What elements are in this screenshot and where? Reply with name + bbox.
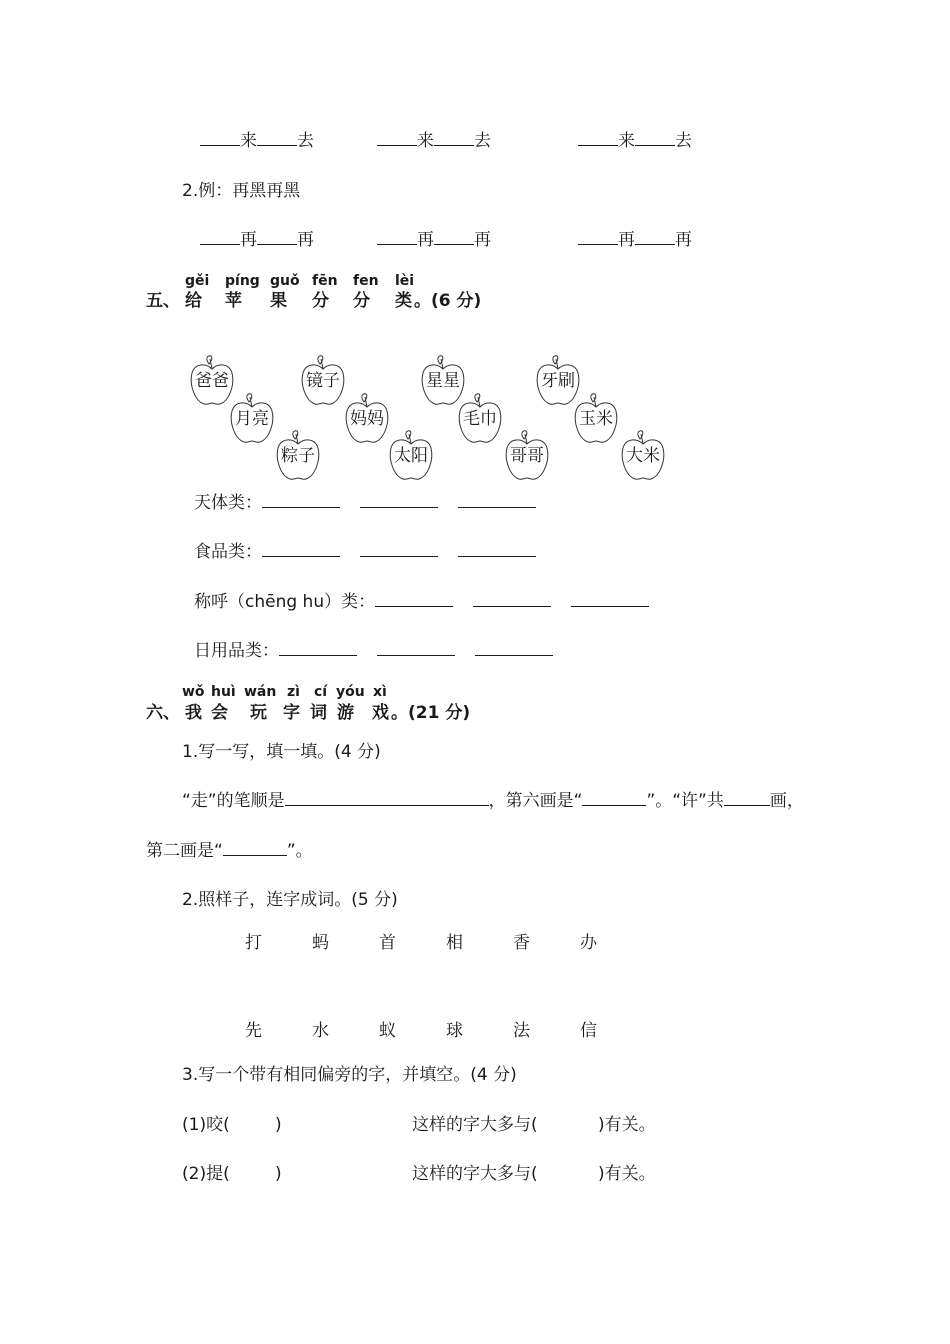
char-item[interactable]: 办 — [580, 933, 597, 953]
fill-item: 来 去 — [200, 130, 314, 152]
char-item[interactable]: 相 — [446, 933, 463, 953]
blank[interactable] — [200, 130, 240, 146]
blank[interactable] — [578, 229, 618, 245]
blank[interactable] — [434, 130, 474, 146]
blank[interactable] — [200, 229, 240, 245]
question-1-line: “走”的笔顺是 ，第六画是“ ”。“许”共 画， — [182, 791, 804, 811]
blank[interactable] — [635, 130, 675, 146]
category-row-address: 称呼（chēng hu）类： — [194, 591, 649, 613]
apple-card[interactable]: 粽子 — [275, 430, 321, 482]
char-item[interactable]: 香 — [513, 933, 530, 953]
sixth-stroke-blank[interactable] — [582, 790, 646, 806]
char-item[interactable]: 首 — [379, 933, 396, 953]
apple-card[interactable]: 牙刷 — [535, 355, 581, 407]
apple-card[interactable]: 哥哥 — [504, 430, 550, 482]
blank[interactable] — [257, 229, 297, 245]
answer-blank[interactable] — [279, 640, 357, 656]
char-item[interactable]: 球 — [446, 1021, 463, 1041]
example-label: 2.例：再黑再黑 — [182, 181, 301, 201]
section-number: 六、 — [146, 703, 180, 723]
answer-blank[interactable] — [360, 492, 438, 508]
blank[interactable] — [434, 229, 474, 245]
blank[interactable] — [635, 229, 675, 245]
stroke-count-blank[interactable] — [724, 790, 770, 806]
answer-blank[interactable] — [458, 492, 536, 508]
apple-card[interactable]: 月亮 — [229, 393, 275, 445]
apple-card[interactable]: 太阳 — [388, 430, 434, 482]
apple-card[interactable]: 妈妈 — [344, 393, 390, 445]
answer-blank[interactable] — [473, 591, 551, 607]
apple-card[interactable]: 玉米 — [573, 393, 619, 445]
char-item[interactable]: 蚂 — [312, 933, 329, 953]
fill-item: 来 去 — [578, 130, 692, 152]
answer-blank[interactable] — [262, 541, 340, 557]
answer-blank[interactable] — [262, 492, 340, 508]
char-item[interactable]: 法 — [513, 1021, 530, 1041]
blank[interactable] — [377, 130, 417, 146]
apple-card[interactable]: 大米 — [620, 430, 666, 482]
answer-blank[interactable] — [571, 591, 649, 607]
category-row-food: 食品类： — [194, 541, 536, 563]
category-row-daily: 日用品类： — [194, 640, 553, 662]
second-stroke-blank[interactable] — [223, 840, 287, 856]
apple-card[interactable]: 镜子 — [300, 355, 346, 407]
section-number: 五、 — [146, 291, 180, 311]
category-row-celestial: 天体类： — [194, 492, 536, 514]
char-item[interactable]: 水 — [312, 1021, 329, 1041]
answer-blank[interactable] — [377, 640, 455, 656]
char-item[interactable]: 先 — [245, 1021, 262, 1041]
blank[interactable] — [257, 130, 297, 146]
blank[interactable] — [377, 229, 417, 245]
apple-card[interactable]: 星星 — [420, 355, 466, 407]
question-2-title: 2.照样子，连字成词。(5 分) — [182, 890, 398, 910]
question-1-title: 1.写一写，填一填。(4 分) — [182, 742, 381, 762]
answer-blank[interactable] — [458, 541, 536, 557]
answer-blank[interactable] — [375, 591, 453, 607]
answer-blank[interactable] — [475, 640, 553, 656]
char-item[interactable]: 蚁 — [379, 1021, 396, 1041]
fill-item: 再 再 — [377, 229, 491, 251]
question-3-title: 3.写一个带有相同偏旁的字，并填空。(4 分) — [182, 1065, 517, 1085]
question-1-line2: 第二画是“ ”。 — [146, 841, 313, 861]
fill-item: 来 去 — [377, 130, 491, 152]
apple-card[interactable]: 爸爸 — [189, 355, 235, 407]
apple-card[interactable]: 毛巾 — [457, 393, 503, 445]
char-item[interactable]: 信 — [580, 1021, 597, 1041]
char-item[interactable]: 打 — [245, 933, 262, 953]
blank[interactable] — [578, 130, 618, 146]
stroke-order-blank[interactable] — [285, 790, 489, 806]
fill-item: 再 再 — [578, 229, 692, 251]
answer-blank[interactable] — [360, 541, 438, 557]
fill-item: 再 再 — [200, 229, 314, 251]
